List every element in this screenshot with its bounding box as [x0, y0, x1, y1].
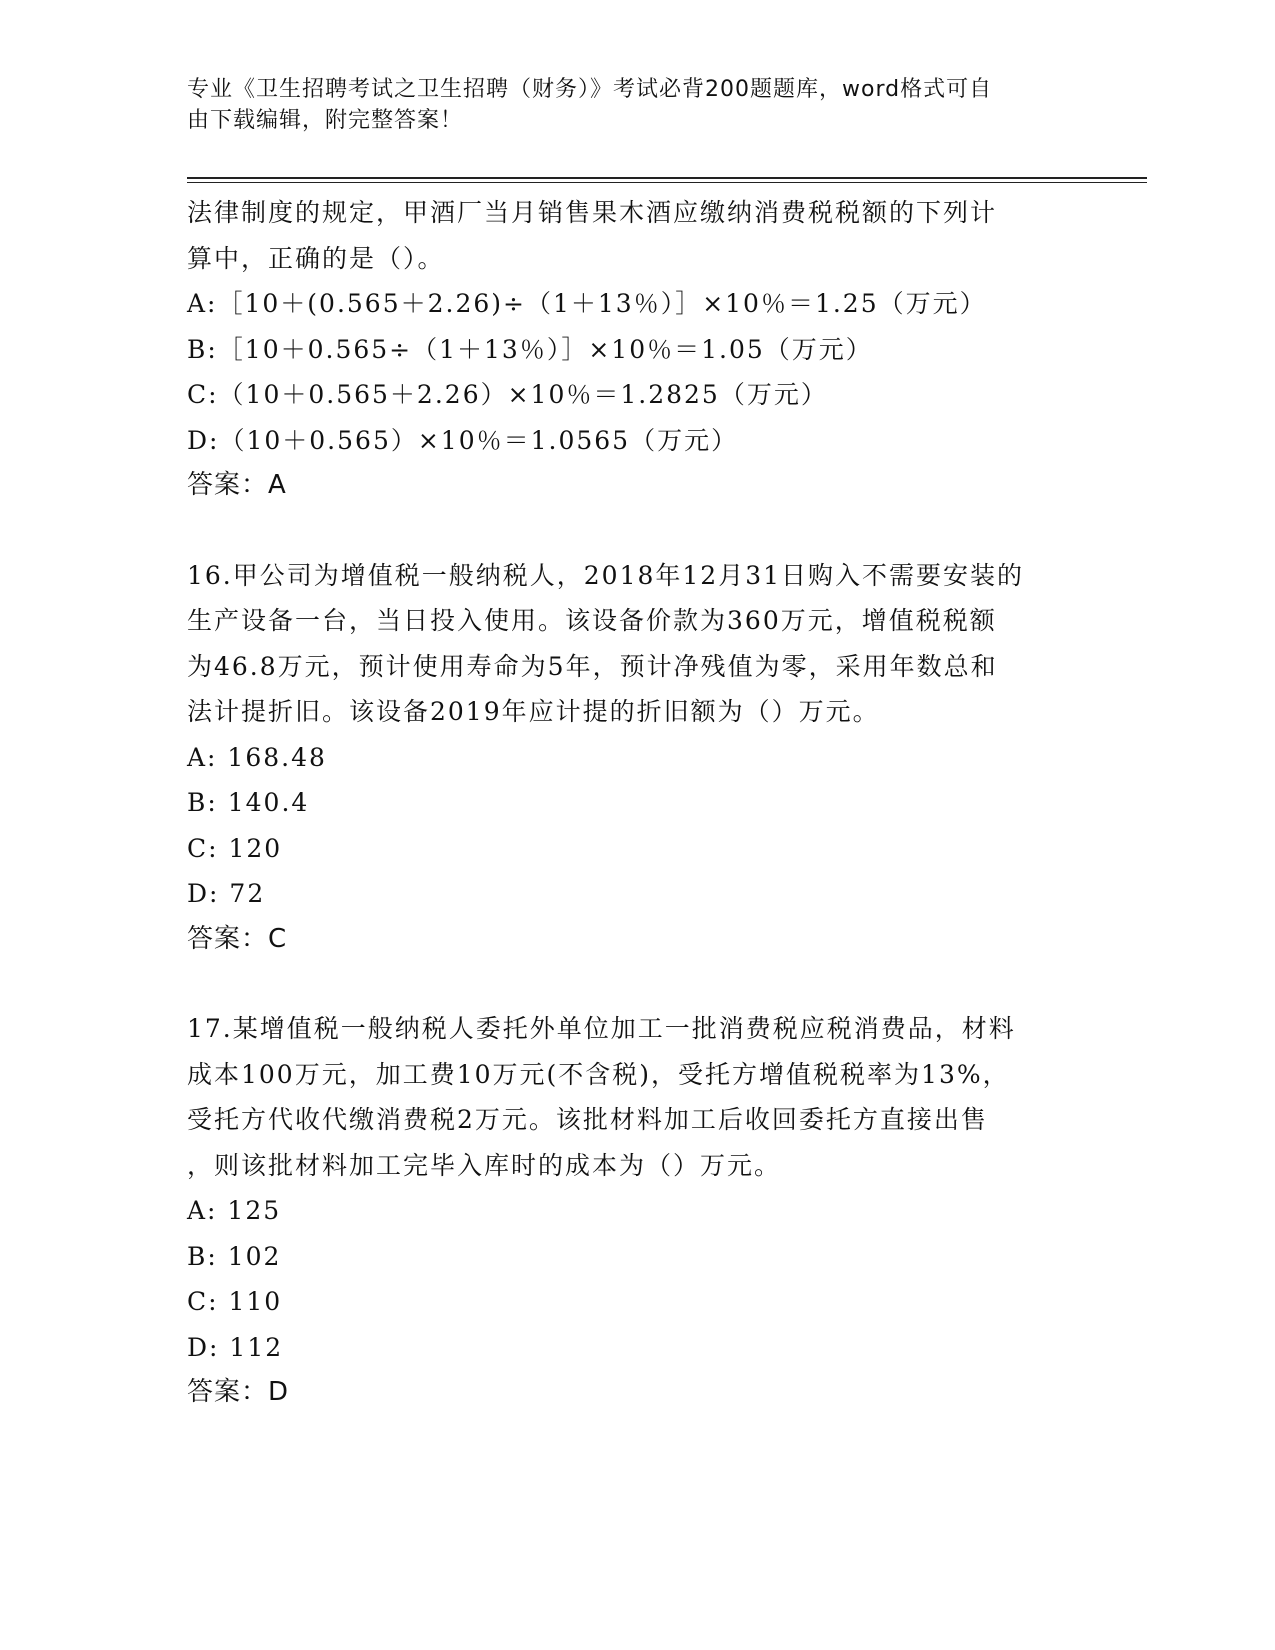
header-divider [187, 177, 1147, 179]
header-divider-thin [187, 182, 1147, 183]
answer-line: 答案：C [187, 923, 288, 954]
option-b: B: 140.4 [187, 788, 310, 817]
option-a: A: 168.48 [187, 742, 327, 772]
question-stem-line: ，则该批材料加工完毕入库时的成本为（）万元。 [187, 1150, 782, 1180]
option-a: A: 125 [187, 1196, 282, 1225]
option-d: D:（10＋0.565）×10％＝1.0565（万元） [187, 425, 739, 455]
question-stem-line: 法计提折旧。该设备2019年应计提的折旧额为（）万元。 [187, 697, 880, 726]
question-stem-line: 成本100万元，加工费10万元(不含税)，受托方增值税税率为13%， [187, 1059, 1010, 1089]
option-b: B:［10＋0.565÷（1＋13％）］×10％＝1.05（万元） [187, 334, 873, 364]
question-stem-line: 法律制度的规定，甲酒厂当月销售果木酒应缴纳消费税税额的下列计 [187, 198, 998, 227]
option-b: B: 102 [187, 1241, 282, 1271]
question-17 [187, 1006, 1087, 1416]
option-d: D: 72 [187, 879, 266, 908]
question-15 [187, 190, 1087, 509]
option-a: A:［10＋(0.565＋2.26)÷（1＋13％）］×10％＝1.25（万元） [187, 289, 987, 318]
answer-line: 答案：D [187, 1377, 290, 1407]
header-line-1: 专业《卫生招聘考试之卫生招聘（财务）》考试必背200题题库，word格式可自 [187, 77, 993, 102]
question-stem-line: 算中，正确的是（）。 [187, 243, 445, 273]
question-list [187, 190, 1087, 1416]
question-16 [187, 553, 1087, 963]
option-c: C:（10＋0.565＋2.26）×10％＝1.2825（万元） [187, 380, 828, 409]
option-c: C: 120 [187, 833, 283, 863]
option-c: C: 110 [187, 1287, 283, 1316]
question-stem-line: 16.甲公司为增值税一般纳税人，2018年12月31日购入不需要安装的 [187, 560, 1025, 590]
question-stem-line: 为46.8万元，预计使用寿命为5年，预计净残值为零，采用年数总和 [187, 651, 998, 681]
header-line-2: 由下载编辑，附完整答案！ [187, 108, 464, 133]
question-stem-line: 受托方代收代缴消费税2万元。该批材料加工后收回委托方直接出售 [187, 1105, 988, 1134]
answer-line: 答案：A [187, 470, 287, 500]
document-header [187, 74, 1067, 136]
question-stem-line: 17.某增值税一般纳税人委托外单位加工一批消费税应税消费品，材料 [187, 1014, 1016, 1043]
question-stem-line: 生产设备一台，当日投入使用。该设备价款为360万元，增值税税额 [187, 606, 997, 635]
option-d: D: 112 [187, 1332, 284, 1362]
